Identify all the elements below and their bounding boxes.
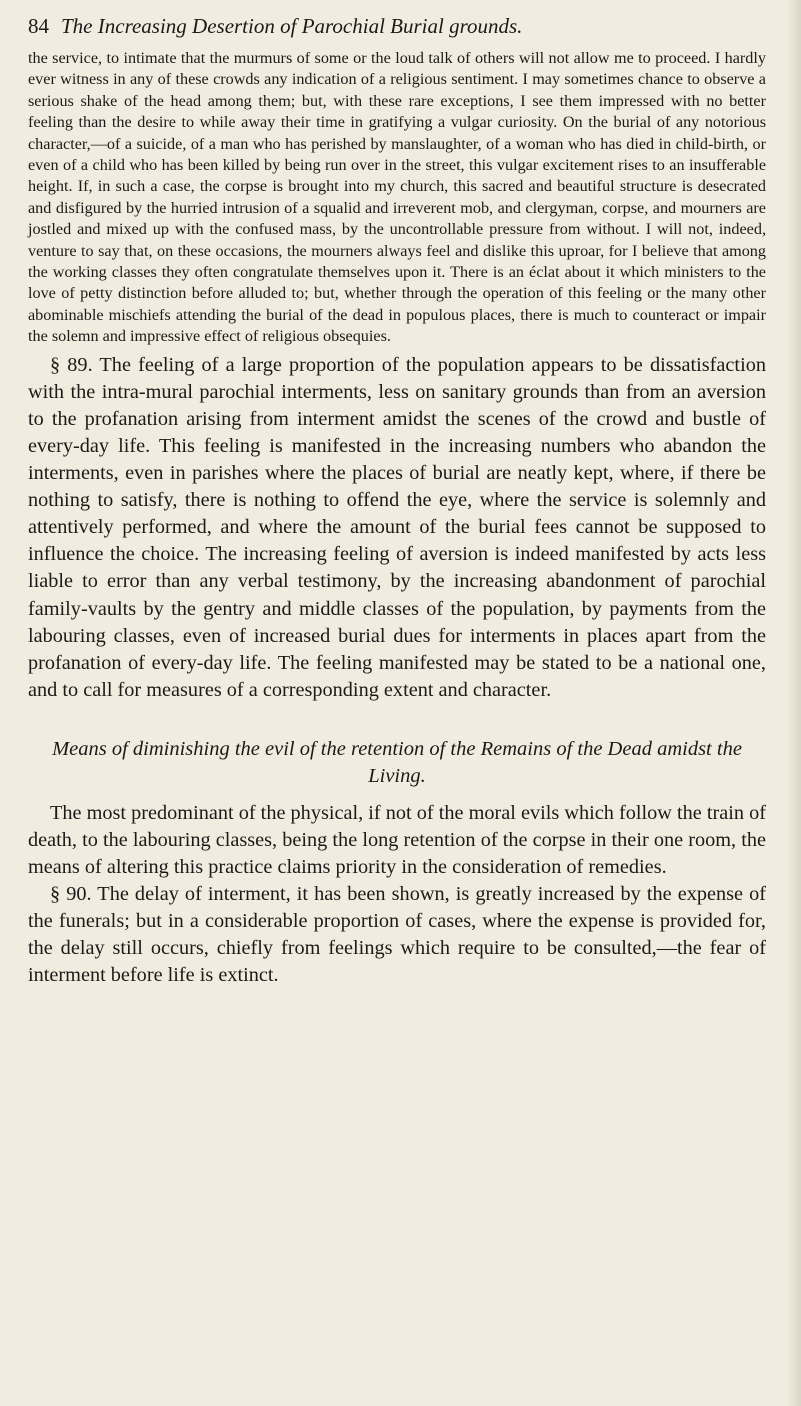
section-heading: Means of diminishing the evil of the retention of the Remains of the Dead amidst the Living. [52, 737, 742, 787]
page-number: 84 [28, 14, 49, 38]
running-head [28, 12, 766, 40]
paragraph-testimony: the service, to intimate that the murmurs of some or the loud talk of others will not allow me to proceed. I hardly ever witness in any of these crowds any indication of a religious sentiment. I may sometimes chance to observe a serious shake of the head among them; but, with these rare exceptions, I see them impressed with no better feeling than the desire to while away their time in gratifying a vulgar curiosity. On the burial of any notorious character,—of a suicide, of a man who has perished by manslaughter, of a woman who has died in child-birth, or even of a child who has been killed by being run over in the street, this vulgar excitement rises to an insufferable height. If, in such a case, the corpse is brought into my church, this sacred and beautiful structure is desecrated and disfigured by the hurried intrusion of a squalid and irreverent mob, and clergyman, corpse, and mourners are jostled and mixed up with the confused mass, by the uncontrollable pressure from without. I will not, indeed, venture to say that, on these occasions, the mourners always feel and dislike this uproar, for I believe that among the working classes they often congratulate themselves upon it. There is an éclat about it which ministers to the love of petty distinction before alluded to; but, whether through the operation of this feeling or the many other abominable mischiefs attending the burial of the dead in populous places, there is much to counteract or impair the solemn and impressive effect of religious obsequies. [28, 49, 766, 346]
document-page [28, 12, 766, 990]
paragraph-section-89: § 89. The feeling of a large proportion of the population appears to be dissatisfaction with the intra-mural parochial interments, less on sanitary grounds than from an aversion to the profanation arising from interment amidst the scenes of the crowd and bustle of every-day life. This feeling is manifested in the increasing numbers who abandon the interments, even in parishes where the places of burial are neatly kept, where, if there be nothing to satisfy, there is nothing to offend the eye, where the service is solemnly and attentively performed, and where the amount of the burial fees cannot be supposed to influence the choice. The increasing feeling of aversion is indeed manifested by acts less liable to error than any verbal testimony, by the increasing abandonment of parochial family-vaults by the gentry and middle classes of the population, by payments from the labouring classes, even of increased burial dues for interments in places apart from the profanation of every-day life. The feeling manifested may be stated to be a national one, and to call for measures of a corresponding extent and character. [28, 353, 766, 701]
paragraph-predominant-evils: The most predominant of the physical, if not of the moral evils which follow the train of death, to the labouring classes, being the long retention of the corpse in their one room, the means of altering this practice claims priority in the consideration of remedies. [28, 801, 766, 879]
page-edge-shadow [787, 0, 801, 1406]
running-title: The Increasing Desertion of Parochial Burial grounds. [61, 14, 523, 38]
paragraph-section-90: § 90. The delay of interment, it has been shown, is greatly increased by the expense of the funerals; but in a considerable proportion of cases, where the expense is provided for, the delay still occurs, chiefly from feelings which require to be consulted,—the fear of interment before life is extinct. [28, 883, 766, 987]
section-89 [28, 352, 766, 704]
